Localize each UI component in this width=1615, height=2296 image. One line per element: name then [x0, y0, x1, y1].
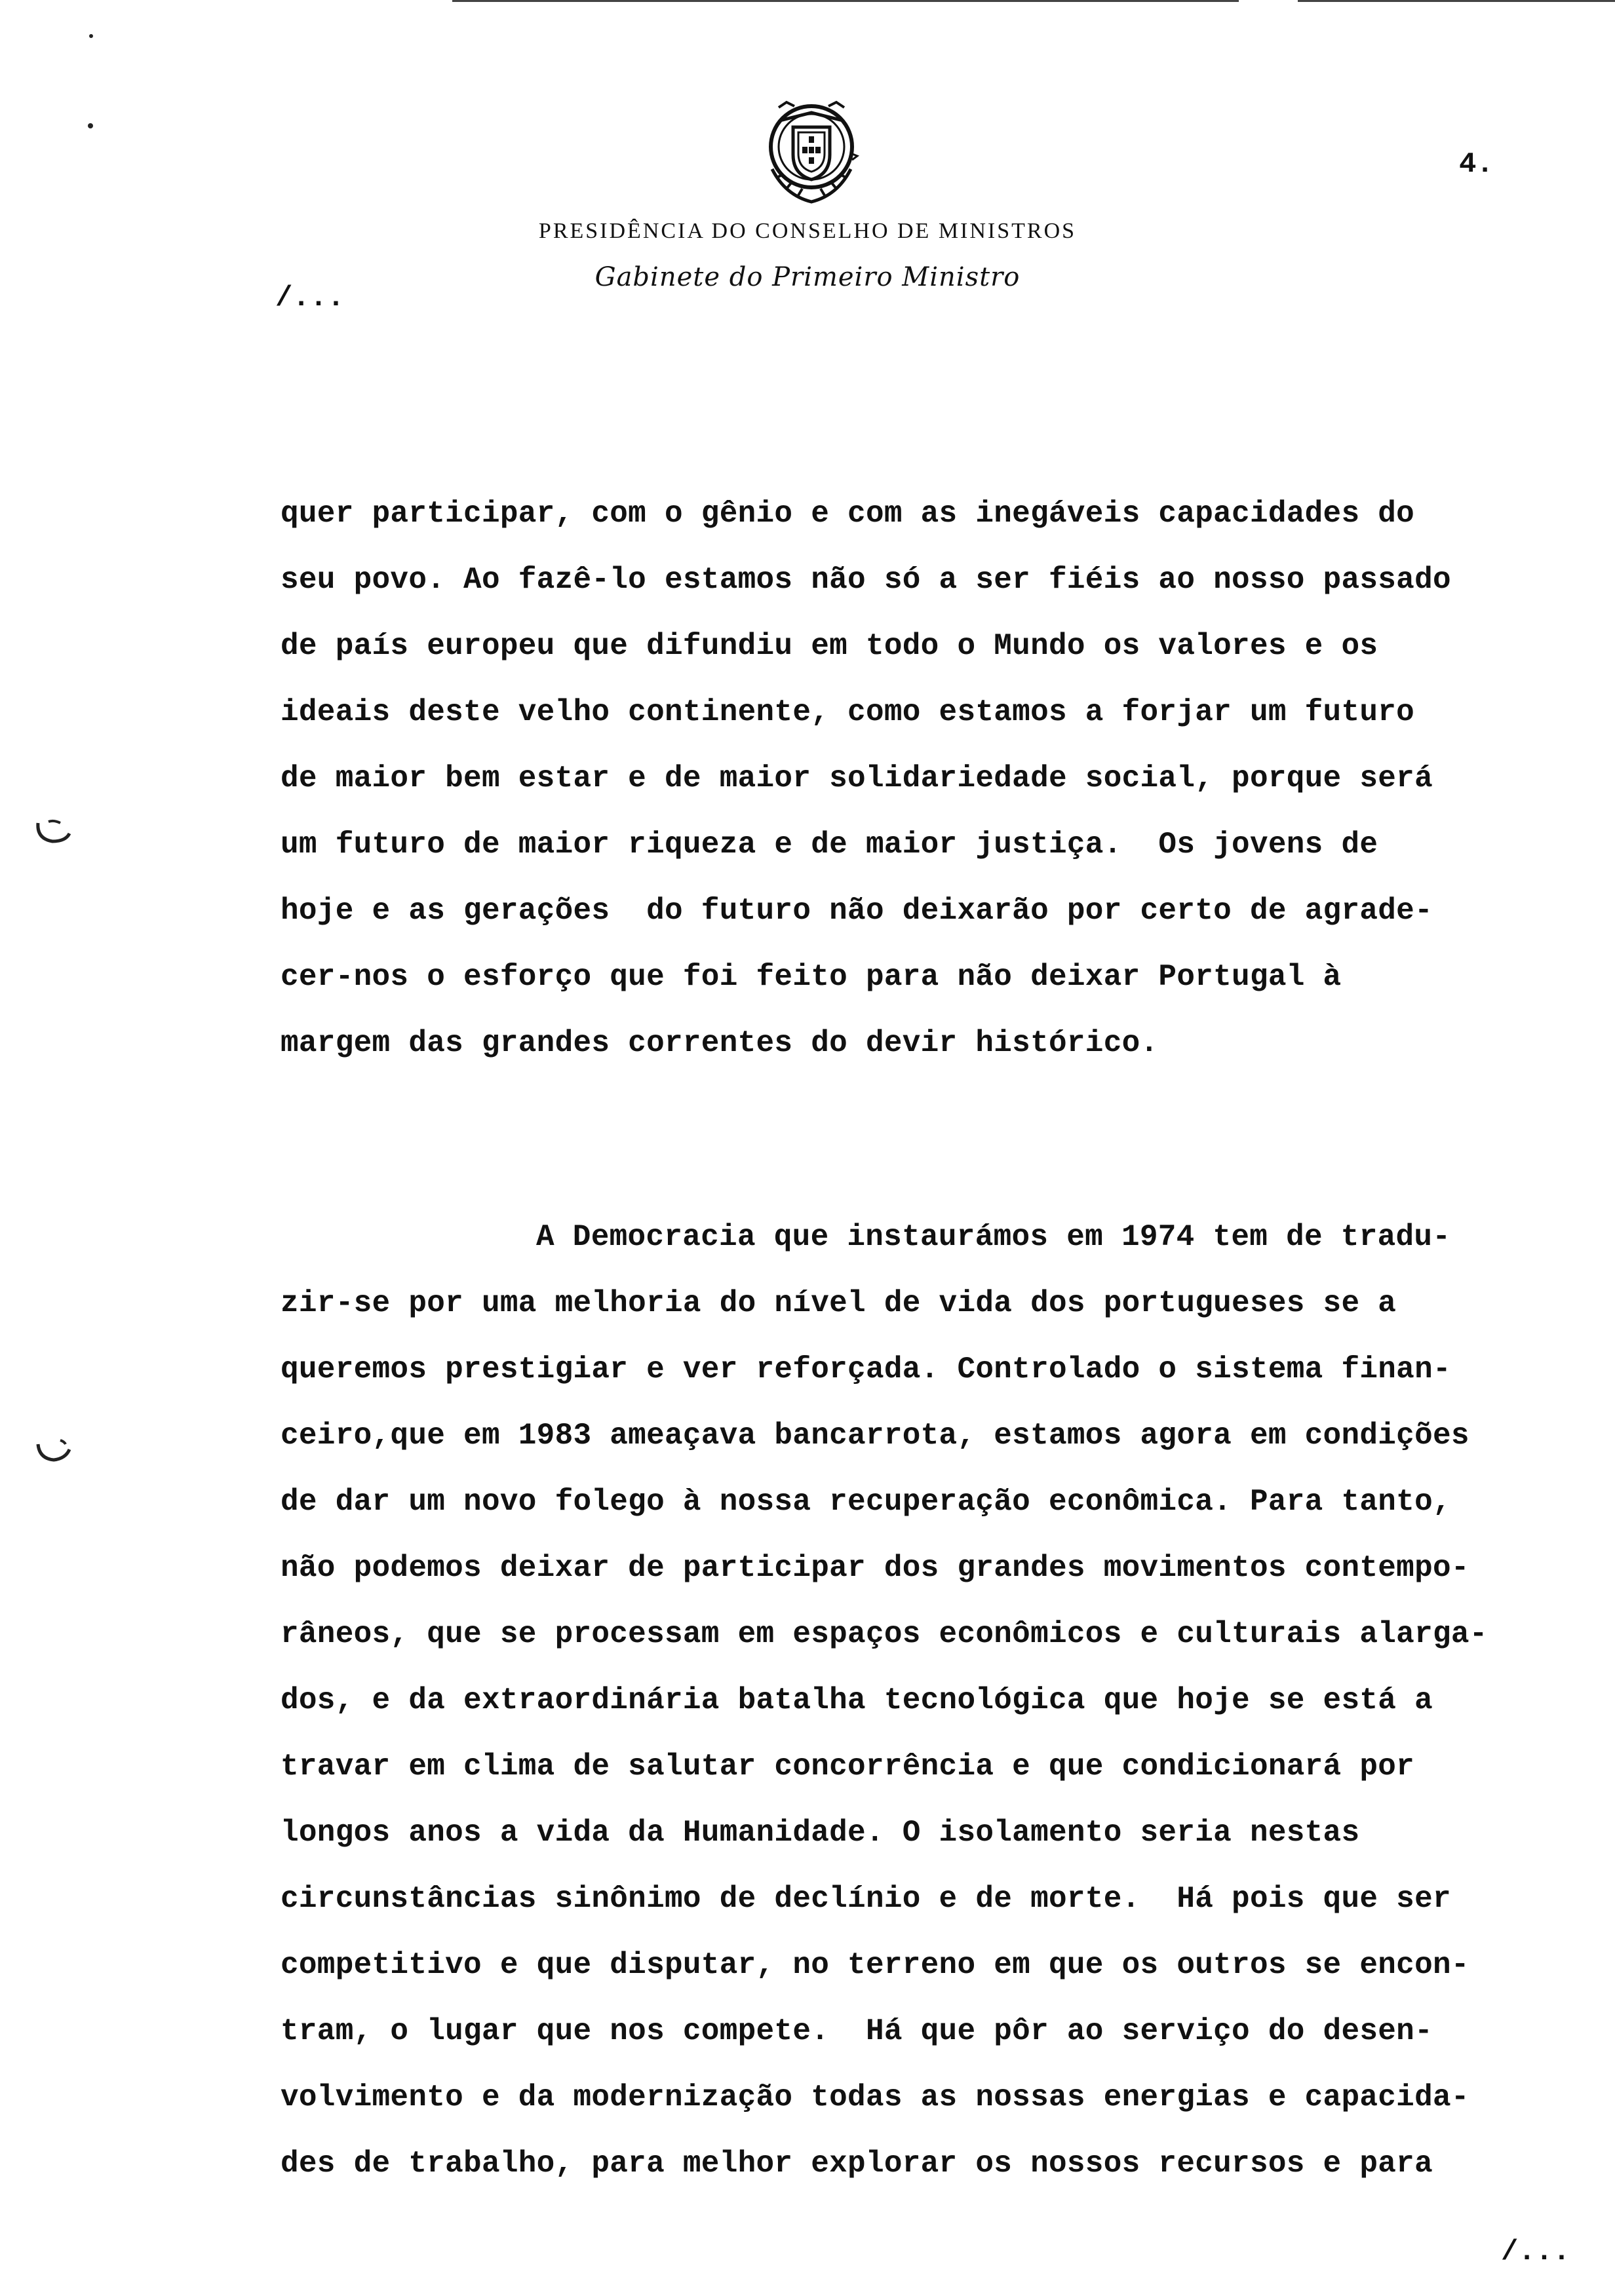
text-line: zir-se por uma melhoria do nível de vida dos portugueses se a [281, 1286, 1397, 1320]
text-line: um futuro de maior riqueza e de maior justiça. Os jovens de [281, 828, 1378, 862]
top-scan-rule-right [1298, 0, 1615, 2]
text-line: circunstâncias sinônimo de declínio e de morte. Há pois que ser [281, 1882, 1451, 1916]
text-line: cer-nos o esforço que foi feito para não deixar Portugal à [281, 960, 1342, 994]
text-line: de dar um novo folego à nossa recuperação econômica. Para tanto, [281, 1485, 1451, 1519]
text-line: hoje e as gerações do futuro não deixarão por certo de agrade- [281, 894, 1433, 928]
cabinet-subheading: Gabinete do Primeiro Ministro [594, 262, 1021, 292]
text-line: queremos prestigiar e ver reforçada. Controlado o sistema finan- [281, 1352, 1451, 1387]
punch-hole-mark-upper [34, 819, 72, 844]
page-number: 4. [1459, 148, 1494, 181]
top-scan-rule [452, 0, 1239, 2]
institution-heading: PRESIDÊNCIA DO CONSELHO DE MINISTROS [538, 219, 1077, 243]
text-line: longos anos a vida da Humanidade. O isolamento seria nestas [281, 1816, 1360, 1850]
text-line: quer participar, com o gênio e com as inegáveis capacidades do [281, 497, 1415, 531]
coat-of-arms-icon [752, 90, 870, 210]
paragraph-1 [281, 481, 1565, 1077]
punch-hole-mark-lower [34, 1439, 72, 1464]
text-line: travar em clima de salutar concorrência e que condicionará por [281, 1750, 1415, 1784]
text-line: volvimento e da modernização todas as nossas energias e capacida- [281, 2080, 1469, 2114]
continuation-marker-top: /... [275, 282, 345, 315]
text-line: competitivo e que disputar, no terreno em que os outros se encon- [281, 1948, 1469, 1982]
text-line: de país europeu que difundiu em todo o Mundo os valores e os [281, 629, 1378, 663]
text-line: râneos, que se processam em espaços econômicos e culturais alarga- [281, 1617, 1488, 1651]
text-line: de maior bem estar e de maior solidariedade social, porque será [281, 761, 1433, 795]
text-line: A Democracia que instaurámos em 1974 tem de tradu- [536, 1220, 1451, 1254]
text-line: dos, e da extraordinária batalha tecnológica que hoje se está a [281, 1683, 1433, 1717]
text-line: ideais deste velho continente, como estamos a forjar um futuro [281, 695, 1415, 729]
text-line: não podemos deixar de participar dos grandes movimentos contempo- [281, 1551, 1469, 1585]
text-line: margem das grandes correntes do devir histórico. [281, 1026, 1159, 1060]
continuation-marker-bottom: /... [1501, 2236, 1570, 2268]
scan-speck [88, 123, 93, 128]
text-line: tram, o lugar que nos compete. Há que pôr ao serviço do desen- [281, 2014, 1433, 2048]
paragraph-2 [281, 1204, 1565, 2197]
scan-speck [89, 34, 93, 38]
text-line: ceiro,que em 1983 ameaçava bancarrota, estamos agora em condições [281, 1419, 1469, 1453]
text-line: seu povo. Ao fazê-lo estamos não só a ser fiéis ao nosso passado [281, 563, 1451, 597]
text-line: des de trabalho, para melhor explorar os nossos recursos e para [281, 2147, 1433, 2181]
